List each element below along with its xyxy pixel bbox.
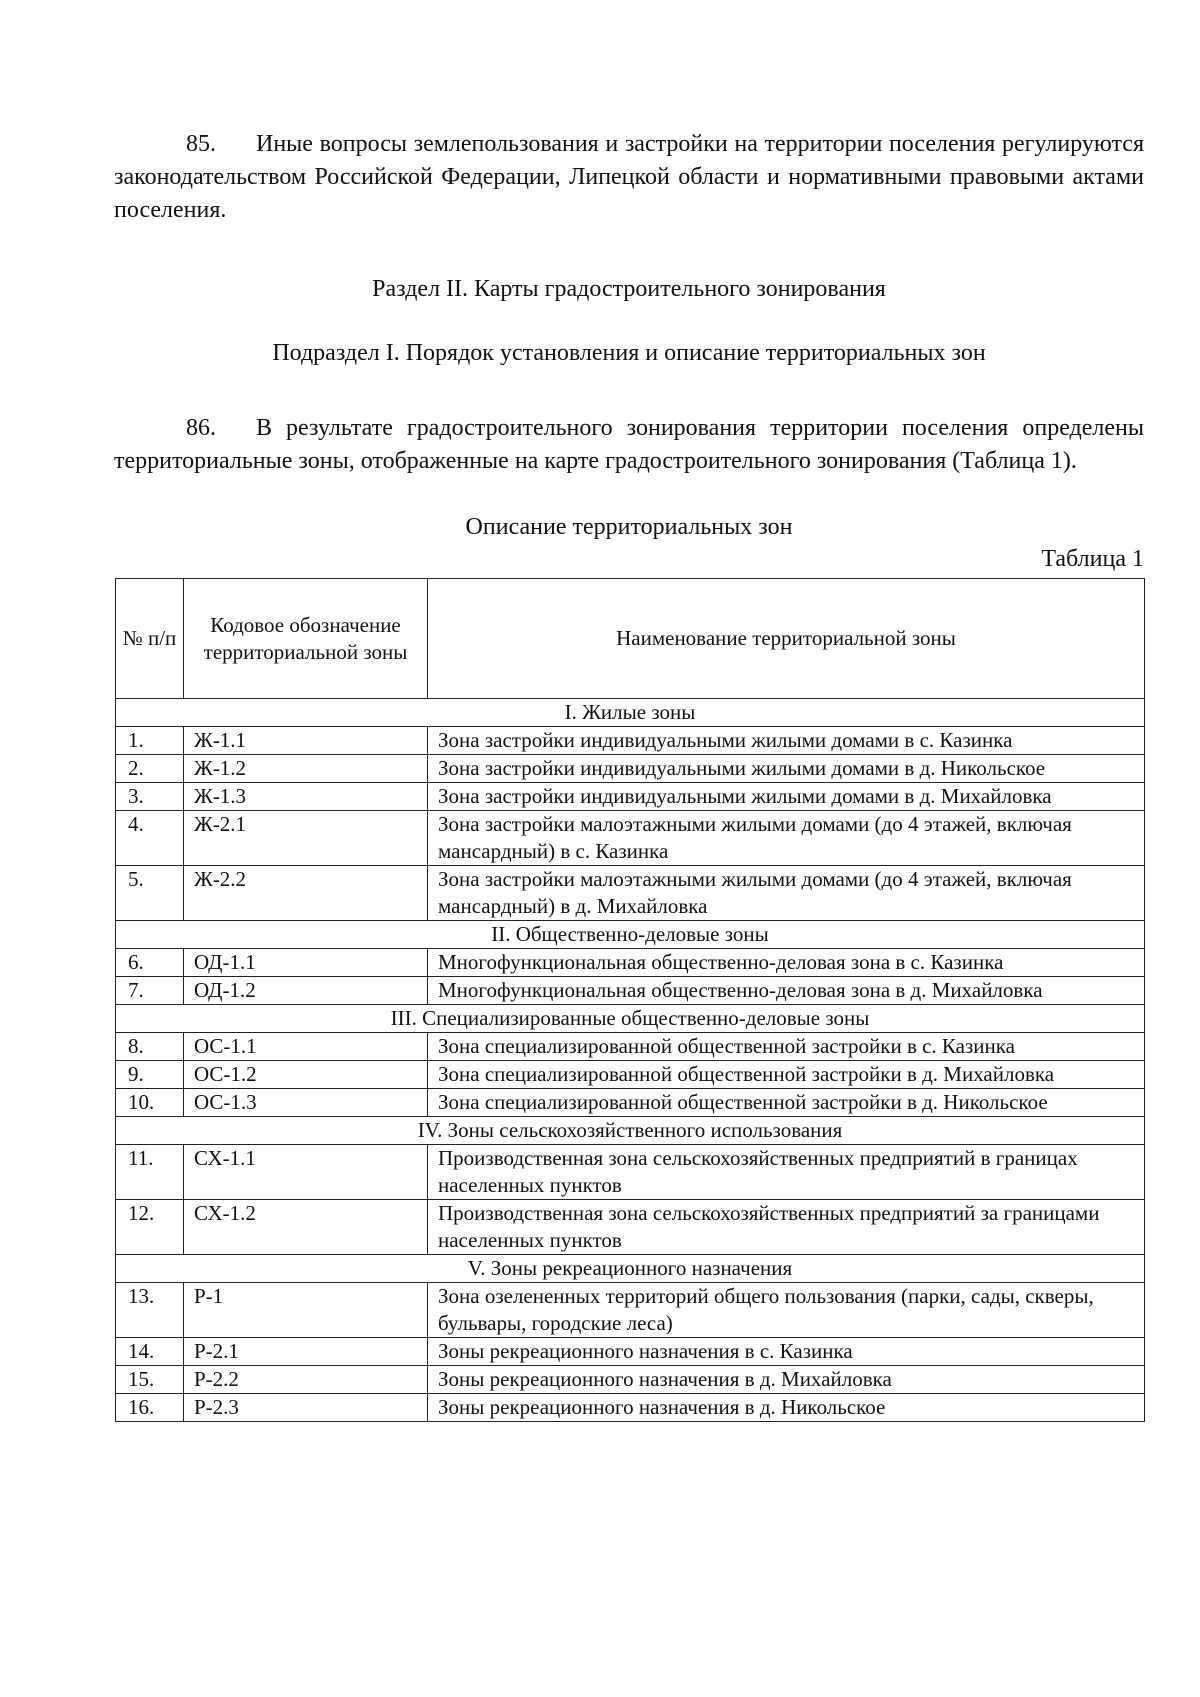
table-row [116, 866, 1145, 921]
row-number: 14. [116, 1338, 184, 1366]
paragraph-text: Иные вопросы землепользования и застройки на территории поселения регулируются законодательством Российской Федерации, Липецкой области и нормативными правовыми актами поселения. [114, 131, 1144, 223]
section-title: IV. Зоны сельскохозяйственного использования [116, 1117, 1145, 1145]
section-title: III. Специализированные общественно-деловые зоны [116, 1005, 1145, 1033]
paragraph-number: 85. [186, 131, 216, 157]
table-row [116, 727, 1145, 755]
zone-name: Зоны рекреационного назначения в с. Казинка [428, 1338, 1145, 1366]
zone-code: Р-2.2 [184, 1366, 428, 1394]
table-section-row [116, 699, 1145, 727]
section-title: I. Жилые зоны [116, 699, 1145, 727]
section-title: V. Зоны рекреационного назначения [116, 1255, 1145, 1283]
zone-code: Ж-1.2 [184, 755, 428, 783]
subsection-heading: Подраздел I. Порядок установления и описание территориальных зон [272, 340, 986, 366]
zone-code: ОС-1.1 [184, 1033, 428, 1061]
zone-name: Многофункциональная общественно-деловая зона в д. Михайловка [428, 977, 1145, 1005]
table-row [116, 1366, 1145, 1394]
zone-code: ОД-1.1 [184, 949, 428, 977]
row-number: 4. [116, 811, 184, 866]
zone-code: ОД-1.2 [184, 977, 428, 1005]
zone-code: Ж-2.2 [184, 866, 428, 921]
table-section-row [116, 1117, 1145, 1145]
row-number: 15. [116, 1366, 184, 1394]
row-number: 9. [116, 1061, 184, 1089]
row-number: 7. [116, 977, 184, 1005]
table-section-row [116, 1005, 1145, 1033]
zone-name: Зона озелененных территорий общего пользования (парки, сады, скверы, бульвары, городские леса) [428, 1283, 1145, 1338]
paragraph-85 [114, 128, 1144, 227]
row-number: 5. [116, 866, 184, 921]
paragraph-number: 86. [186, 415, 216, 441]
table-row [116, 1033, 1145, 1061]
row-number: 12. [116, 1200, 184, 1255]
row-number: 16. [116, 1394, 184, 1422]
table-row [116, 949, 1145, 977]
zone-name: Зона застройки индивидуальными жилыми домами в с. Казинка [428, 727, 1145, 755]
table-caption: Описание территориальных зон [465, 514, 793, 540]
row-number: 3. [116, 783, 184, 811]
zone-code: Ж-1.3 [184, 783, 428, 811]
zone-code: СХ-1.2 [184, 1200, 428, 1255]
zone-code: Р-2.1 [184, 1338, 428, 1366]
table-section-row [116, 921, 1145, 949]
zone-name: Зона застройки индивидуальными жилыми домами в д. Никольское [428, 755, 1145, 783]
table-row [116, 755, 1145, 783]
table-row [116, 1283, 1145, 1338]
zone-name: Производственная зона сельскохозяйственных предприятий за границами населенных пунктов [428, 1200, 1145, 1255]
row-number: 2. [116, 755, 184, 783]
zone-name: Производственная зона сельскохозяйственных предприятий в границах населенных пунктов [428, 1145, 1145, 1200]
row-number: 10. [116, 1089, 184, 1117]
table-row [116, 977, 1145, 1005]
row-number: 8. [116, 1033, 184, 1061]
section-title: II. Общественно-деловые зоны [116, 921, 1145, 949]
zone-code: ОС-1.3 [184, 1089, 428, 1117]
table-body [116, 699, 1145, 1422]
row-number: 13. [116, 1283, 184, 1338]
zone-name: Зона застройки индивидуальными жилыми домами в д. Михайловка [428, 783, 1145, 811]
table-section-row [116, 1255, 1145, 1283]
zone-code: Ж-2.1 [184, 811, 428, 866]
row-number: 11. [116, 1145, 184, 1200]
table-row [116, 811, 1145, 866]
table-row [116, 1089, 1145, 1117]
paragraph-86 [114, 412, 1144, 478]
header-name: Наименование территориальной зоны [428, 579, 1145, 699]
zone-code: Ж-1.1 [184, 727, 428, 755]
zone-code: СХ-1.1 [184, 1145, 428, 1200]
header-number: № п/п [116, 579, 184, 699]
zones-table [115, 578, 1145, 1422]
zone-name: Зоны рекреационного назначения в д. Михайловка [428, 1366, 1145, 1394]
table-header-row [116, 579, 1145, 699]
row-number: 1. [116, 727, 184, 755]
table-row [116, 1061, 1145, 1089]
table-row [116, 783, 1145, 811]
zone-code: ОС-1.2 [184, 1061, 428, 1089]
zone-name: Зона застройки малоэтажными жилыми домами (до 4 этажей, включая мансардный) в с. Казинка [428, 811, 1145, 866]
table-number: Таблица 1 [1041, 546, 1144, 572]
header-code: Кодовое обозначение территориальной зоны [184, 579, 428, 699]
zone-name: Многофункциональная общественно-деловая зона в с. Казинка [428, 949, 1145, 977]
zone-code: Р-2.3 [184, 1394, 428, 1422]
zone-name: Зоны рекреационного назначения в д. Никольское [428, 1394, 1145, 1422]
section-heading: Раздел II. Карты градостроительного зонирования [372, 276, 886, 302]
zone-name: Зона специализированной общественной застройки в с. Казинка [428, 1033, 1145, 1061]
zone-name: Зона застройки малоэтажными жилыми домами (до 4 этажей, включая мансардный) в д. Михайловка [428, 866, 1145, 921]
row-number: 6. [116, 949, 184, 977]
zone-code: Р-1 [184, 1283, 428, 1338]
zone-name: Зона специализированной общественной застройки в д. Никольское [428, 1089, 1145, 1117]
table-row [116, 1200, 1145, 1255]
zone-name: Зона специализированной общественной застройки в д. Михайловка [428, 1061, 1145, 1089]
table-row [116, 1145, 1145, 1200]
table-row [116, 1338, 1145, 1366]
paragraph-text: В результате градостроительного зонирования территории поселения определены территориальные зоны, отображенные на карте градостроительного зонирования (Таблица 1). [114, 415, 1144, 474]
table-row [116, 1394, 1145, 1422]
